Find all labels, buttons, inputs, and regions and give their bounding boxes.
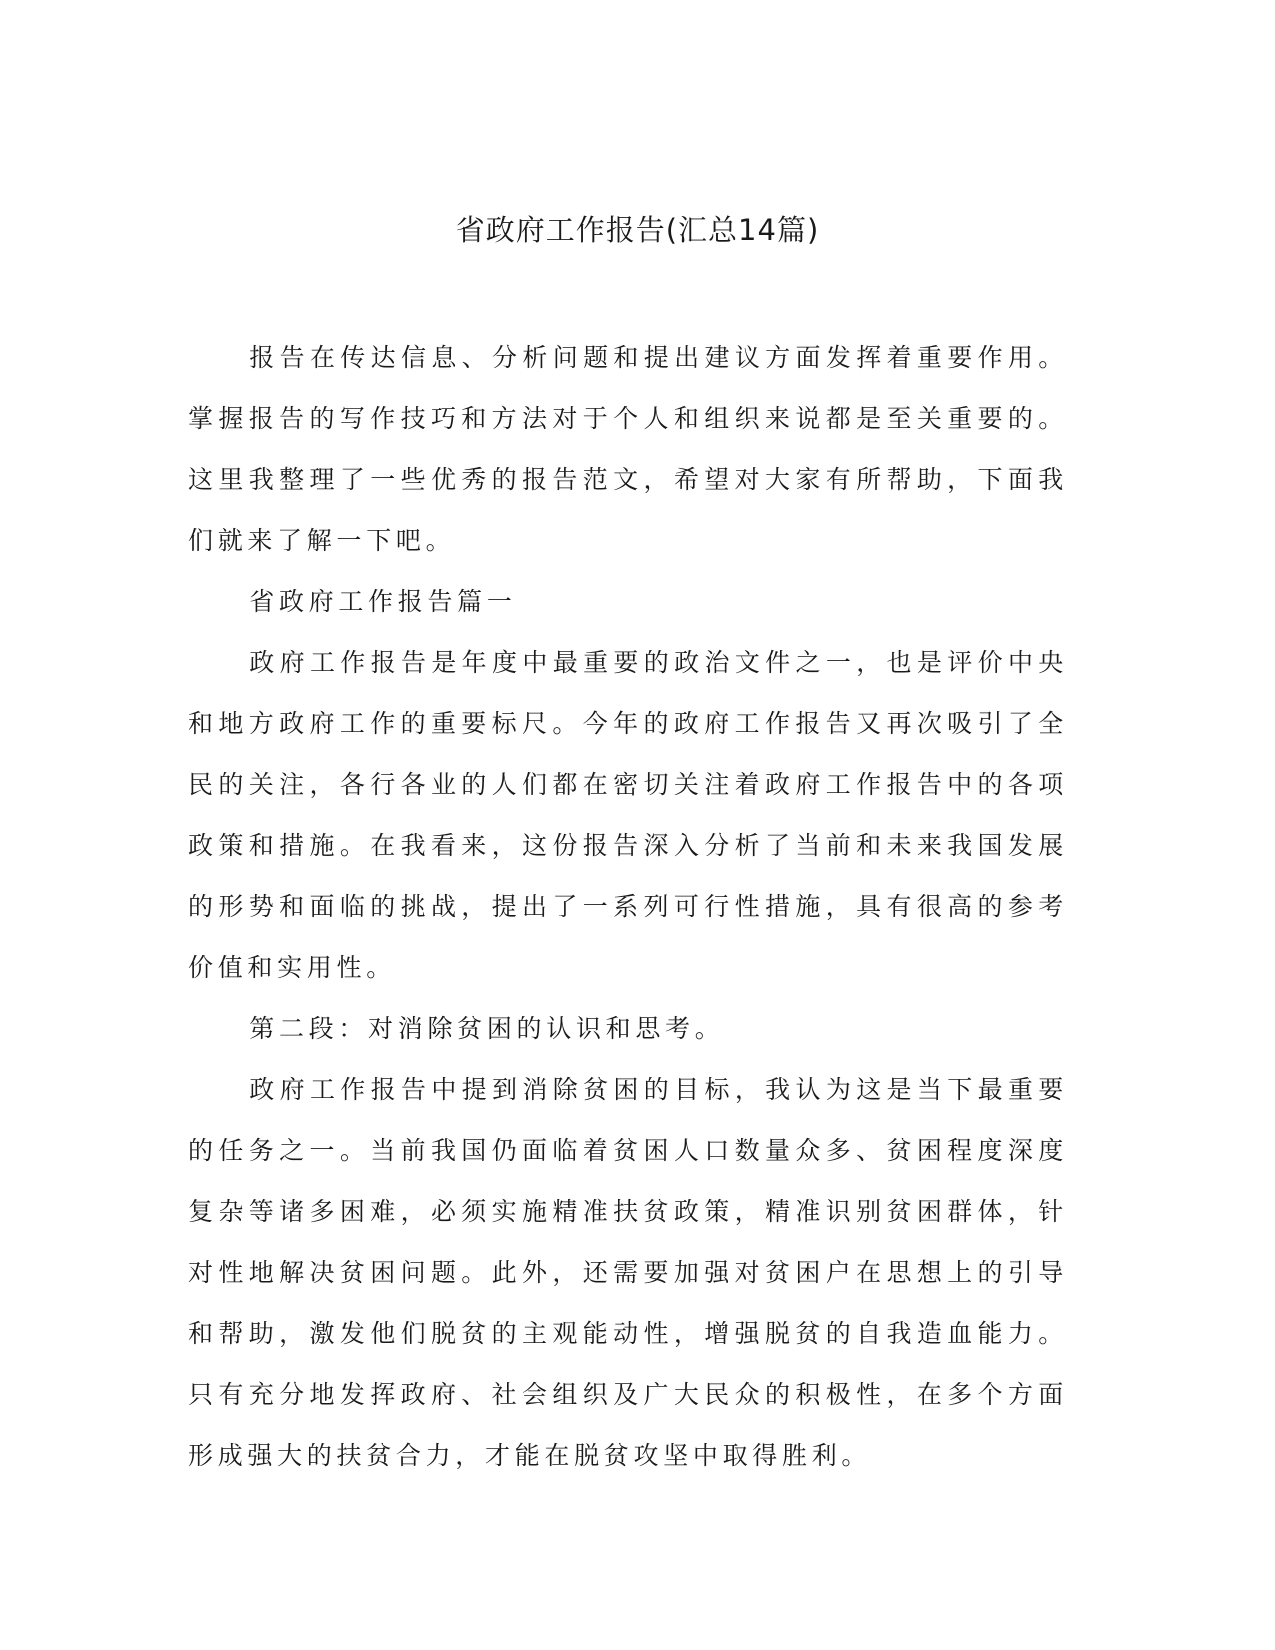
section-heading-part-two: 第二段：对消除贫困的认识和思考。 <box>249 1014 725 1043</box>
body-paragraph: 政府工作报告中提到消除贫困的目标，我认为这是当下最重要的任务之一。当前我国仍面临着贫困人口数量众多、贫困程度深度复杂等诸多困难，必须实施精准扶贫政策，精准识别贫困群体，针对性地解决贫困问题。此外，还需要加强对贫困户在思想上的引导和帮助，激发他们脱贫的主观能动性，增强脱贫的自我造血能力。只有充分地发挥政府、社会组织及广大民众的积极性，在多个方面形成强大的扶贫合力，才能在脱贫攻坚中取得胜利。 <box>188 1075 1068 1470</box>
document-title: 省政府工作报告(汇总14篇) <box>455 213 820 247</box>
intro-paragraph: 报告在传达信息、分析问题和提出建议方面发挥着重要作用。掌握报告的写作技巧和方法对于个人和组织来说都是至关重要的。这里我整理了一些优秀的报告范文，希望对大家有所帮助，下面我们就来了解一下吧。 <box>188 343 1068 555</box>
section-heading-part-one: 省政府工作报告篇一 <box>249 587 517 616</box>
document-body <box>188 327 1068 1486</box>
body-paragraph: 政府工作报告是年度中最重要的政治文件之一，也是评价中央和地方政府工作的重要标尺。今年的政府工作报告又再次吸引了全民的关注，各行各业的人们都在密切关注着政府工作报告中的各项政策和措施。在我看来，这份报告深入分析了当前和未来我国发展的形势和面临的挑战，提出了一系列可行性措施，具有很高的参考价值和实用性。 <box>188 648 1068 982</box>
